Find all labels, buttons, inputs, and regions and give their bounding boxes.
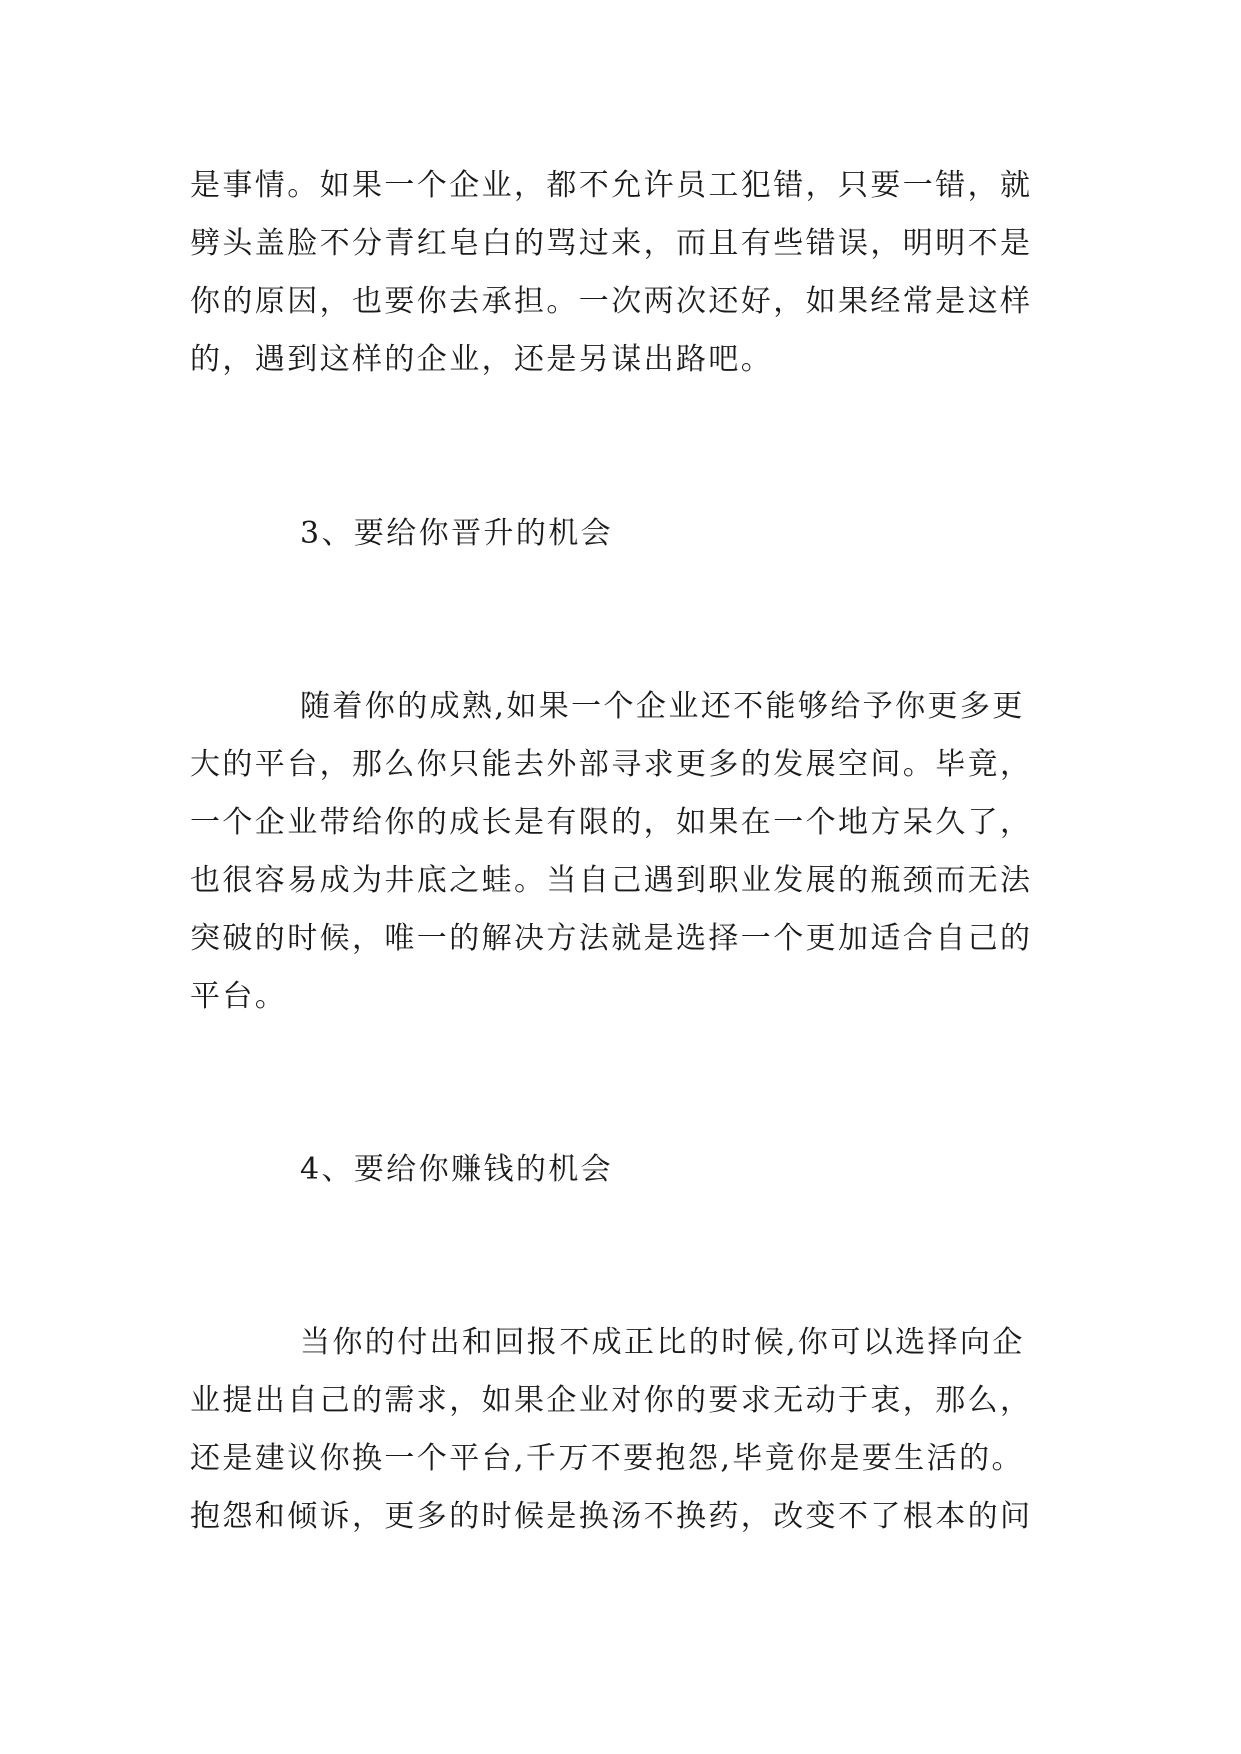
paragraph-line: 也很容易成为井底之蛙。当自己遇到职业发展的瓶颈而无法 <box>190 863 1033 898</box>
paragraph-line: 是事情。如果一个企业，都不允许员工犯错，只要一错，就 <box>190 168 1033 203</box>
paragraph-line: 突破的时候，唯一的解决方法就是选择一个更加适合自己的 <box>190 921 1033 956</box>
paragraph-line: 你的原因，也要你去承担。一次两次还好，如果经常是这样 <box>190 284 1033 319</box>
paragraph-line: 业提出自己的需求，如果企业对你的要求无动于衷，那么， <box>190 1383 1033 1418</box>
paragraph-line: 还是建议你换一个平台,千万不要抱怨,毕竟你是要生活的。 <box>190 1441 1024 1476</box>
paragraph-line: 一个企业带给你的成长是有限的，如果在一个地方呆久了， <box>190 805 1033 840</box>
paragraph-line: 抱怨和倾诉，更多的时候是换汤不换药，改变不了根本的问 <box>190 1499 1033 1534</box>
paragraph-line: 大的平台，那么你只能去外部寻求更多的发展空间。毕竟， <box>190 747 1033 782</box>
paragraph-line: 随着你的成熟,如果一个企业还不能够给予你更多更 <box>300 689 1025 724</box>
paragraph-line: 当你的付出和回报不成正比的时候,你可以选择向企 <box>300 1325 1025 1360</box>
paragraph-line: 劈头盖脸不分青红皂白的骂过来，而且有些错误，明明不是 <box>190 226 1033 261</box>
section-heading-promotion: 3、要给你晋升的机会 <box>300 516 614 551</box>
section-heading-earning: 4、要给你赚钱的机会 <box>300 1152 614 1187</box>
paragraph-line: 的，遇到这样的企业，还是另谋出路吧。 <box>190 342 774 377</box>
paragraph-line: 平台。 <box>190 979 288 1014</box>
